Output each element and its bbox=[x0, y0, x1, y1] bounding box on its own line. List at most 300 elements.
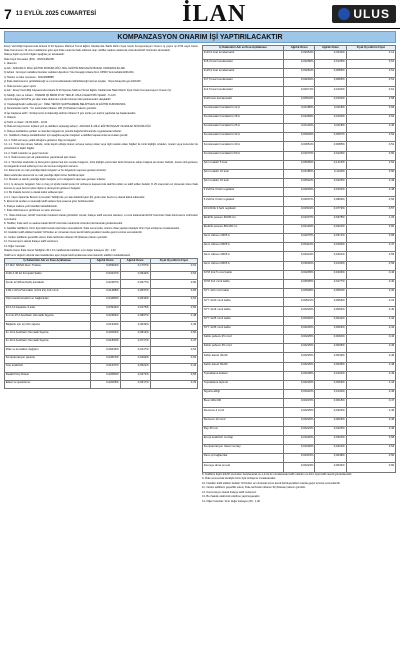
paragraph: 1- İdarenin bbox=[4, 62, 17, 66]
table-row bbox=[203, 435, 396, 444]
table-row bbox=[203, 399, 396, 408]
table-cell: 0,46 bbox=[346, 426, 395, 435]
table-cell: 0,54 bbox=[150, 272, 197, 280]
column-header: Ağırlık Oranı bbox=[283, 46, 314, 51]
table-cell: Şönt reaktör 15 kvar bbox=[203, 179, 284, 188]
table-cell: 0,0521% bbox=[120, 364, 150, 372]
table-cell: Topraklama iletkeni bbox=[203, 371, 284, 380]
table-cell: 0,50 bbox=[150, 280, 197, 288]
table-cell: 3x15,0 kvar kondansatör bbox=[203, 69, 284, 78]
table-cell: 0,0126% bbox=[315, 151, 346, 160]
table-cell: 0,00224% bbox=[283, 426, 314, 435]
masthead-left bbox=[4, 6, 96, 22]
table-cell: 0,46 bbox=[150, 322, 197, 330]
table-row bbox=[203, 114, 396, 123]
paragraph: 6. İhaleye sadece yerli istekliler katılabilecektir. bbox=[4, 204, 58, 208]
table-cell: Kondansatör kontaktörü 40 A bbox=[203, 142, 284, 151]
paragraph: c) Telefon ve faks numarası : 03122068888 bbox=[4, 75, 54, 79]
table-cell: 0,0126% bbox=[315, 426, 346, 435]
table-cell: 0,0226% bbox=[315, 408, 346, 417]
table-cell: 0,0135% bbox=[315, 59, 346, 68]
column-header: İş Kaleminin Adı ve Kısa Açıklaması bbox=[5, 259, 91, 264]
table-cell: Kablo kanalı 40x40 bbox=[203, 353, 284, 362]
table-cell: 0,0717% bbox=[120, 339, 150, 347]
paragraph: 12. Konsorsiyum olarak ihaleye teklif verilemez. bbox=[4, 240, 59, 244]
table-cell: 0,65 bbox=[150, 288, 197, 296]
table-cell: Klemens 10 mm2 bbox=[203, 417, 284, 426]
table-cell: 0,1017% bbox=[120, 347, 150, 355]
table-cell: 5 kVA'lık 3 fazlı regülatör bbox=[203, 197, 284, 206]
table-cell: Kompanzasyon panosu bbox=[5, 355, 91, 363]
paragraph: 10. İstekliler teklif ettikleri bedelin %3'ünden az olmamak üzere kendi belirleyecekleri tutarda geçici teminat vereceklerdir. bbox=[4, 231, 143, 235]
table-cell: 0,01830% bbox=[90, 339, 120, 347]
table-row bbox=[203, 362, 396, 371]
table-row bbox=[203, 463, 396, 472]
table-cell: 0,00281% bbox=[283, 69, 314, 78]
table-row bbox=[203, 344, 396, 353]
table-cell: 0,1030% bbox=[315, 261, 346, 270]
table-cell: 0,0026% bbox=[315, 417, 346, 426]
table-cell: 0,44 bbox=[150, 364, 197, 372]
table-cell: 0,0463% bbox=[120, 355, 150, 363]
table-cell: 0,00226% bbox=[283, 362, 314, 371]
table-row bbox=[203, 316, 396, 325]
table-cell: 0,00524% bbox=[283, 96, 314, 105]
table-cell: 0,0163% bbox=[315, 188, 346, 197]
table-cell: 0,51 bbox=[346, 69, 395, 78]
table-cell: 0,0140% bbox=[315, 390, 346, 399]
table-cell: 0,49 bbox=[346, 179, 395, 188]
table-cell: 0,51 bbox=[346, 59, 395, 68]
table-cell: 0,42 bbox=[346, 325, 395, 334]
table-cell: 0,00215% bbox=[283, 399, 314, 408]
table-cell: 0,02080% bbox=[90, 372, 120, 380]
paragraph: 4- İhaleye katılabilme şartları ve istenilen belgeler ile yeterlik değerlendirmesinde uygulanacak kriterler: bbox=[4, 129, 122, 133]
table-row bbox=[5, 339, 198, 347]
table-cell: 0,0378% bbox=[315, 215, 346, 224]
paragraph: b) Adresi : Emniyet mahallesi Gazeler caddesi Hipodrom Yolu Kavşağı Ankara No:1 06560 Yenimahalle/ANKARA bbox=[4, 71, 134, 75]
table-cell: 0,02501% bbox=[283, 206, 314, 215]
paragraph: 4.2. Ekonomik ve mali yeterliğe ilişkin belgeler ve bu belgelerin taşıması gereken kriterler: bbox=[4, 169, 107, 173]
column-header: Ağırlık Oranı bbox=[315, 46, 346, 51]
table-cell: 0,0124% bbox=[315, 371, 346, 380]
table-cell: 0,0035% bbox=[315, 362, 346, 371]
table-cell: 0,0471% bbox=[120, 372, 150, 380]
table-cell: 0,02095% bbox=[90, 380, 120, 388]
table-cell: 0,02024% bbox=[283, 252, 314, 261]
table-cell: 0,0130% bbox=[315, 96, 346, 105]
paragraph: 14- Diğer hususlar: Sınır değer katsayısı (R) : 1,00 bbox=[202, 499, 260, 503]
table-cell: 0,00246% bbox=[283, 325, 314, 334]
table-row bbox=[203, 380, 396, 389]
table-cell: 0,46 bbox=[346, 270, 395, 279]
paragraph: 7.1. İhale dokümanı, EKAP üzerinden bedelsiz olarak görülebilir. Ancak, ihaleye teklif verecek olanların, e-imza kullanarak EKAP üzerinden ihale dokümanını indirmeleri zorunludur. bbox=[4, 213, 198, 221]
table-cell: 0,60 bbox=[346, 463, 395, 472]
table-cell: 0,56 bbox=[346, 252, 395, 261]
right-column bbox=[202, 45, 396, 661]
table-cell: 2x20 A 40 kA Kompakt Şalter bbox=[5, 272, 91, 280]
paragraph: 4.1.1.1. Tüzel kişi olması halinde, sicile kayıtlı olduğu ticaret ve/veya sanayi odası veya ilgili meslek odası bilgileri ile tüzel kişiliğin ortakları, üyeleri veya kurucuları ile yöneticilerine ilişkin bilgiler bbox=[4, 143, 198, 151]
table-cell: 0,50 bbox=[150, 330, 197, 338]
paragraph: 11. Verilen tekliflerin geçerlilik süresi, ihale tarihinden itibaren 90 (Doksan) takvim günüdür. bbox=[4, 235, 108, 239]
table-cell: 0,49 bbox=[346, 371, 395, 380]
paragraph: b) Niteliği, türü ve miktarı : ÖNARIM İŞİ BİRİM FİYAT TEKLİF USULÜ ELEKTRİK İŞLERİ - % 100 bbox=[4, 93, 116, 97]
table-row bbox=[203, 224, 396, 233]
paragraph: 9- İhale sonucunda istekliyle birim fiyat sözleşme imzalanacaktır. bbox=[202, 477, 277, 481]
paragraph: Ayrıntılı bilgiye EKAP'ta yer alan ihale dokümanı içinde bulunan idari şartnameden ulaşılabilir. bbox=[4, 98, 112, 102]
paragraph: 13- Bu ihalede elektronik eksiltme yapılmayacaktır. bbox=[202, 495, 261, 499]
table-cell: 4x 40 A Anahtarlı Otomatik Sigorta bbox=[5, 339, 91, 347]
table-cell: 0,01037% bbox=[283, 215, 314, 224]
table-cell: 0,01185% bbox=[283, 105, 314, 114]
table-row bbox=[203, 307, 396, 316]
table-cell: 0,00224% bbox=[283, 463, 314, 472]
table-cell: 0,61 bbox=[346, 87, 395, 96]
table-cell: Elektrik panosu 60x80 cm bbox=[203, 215, 284, 224]
table-cell: 0,0118% bbox=[315, 124, 346, 133]
table-row bbox=[5, 355, 198, 363]
table-cell: 0,0049% bbox=[315, 353, 346, 362]
paragraph: 4.1.1. Teklif vermeye yetkili olduğunu gösteren bilgi ve belgeler; bbox=[4, 138, 77, 142]
table-cell: 0,54 bbox=[346, 445, 395, 454]
table-cell: Röle ve kontaktör değişimi bbox=[5, 347, 91, 355]
table-row bbox=[203, 50, 396, 59]
table-cell: 0,03040% bbox=[283, 261, 314, 270]
table-cell: 0,60 bbox=[346, 224, 395, 233]
table-cell: 0,0617% bbox=[120, 380, 150, 388]
table-row bbox=[203, 151, 396, 160]
paragraph: 4.3.1. İş deneyim belgeleri: Son on beş yıl içinde bedel içeren bir sözleşme kapsamında taahhüt edilen ve teklif edilen bedelin % 25 oranından az olmamak üzere ihale konusu iş veya benzer işlere ilişkin iş deneyimini gösteren belgeler. bbox=[4, 182, 198, 190]
column-header: Fiyat Oyu Birim Fiyat bbox=[346, 46, 395, 51]
table-cell: 0,00225% bbox=[283, 344, 314, 353]
table-cell: 0,95 bbox=[346, 234, 395, 243]
table-cell: 0,47 bbox=[346, 399, 395, 408]
table-cell: Elektrik panosu 80x100 cm bbox=[203, 224, 284, 233]
table-cell: 0,0056% bbox=[315, 298, 346, 307]
table-cell: 0,47 bbox=[346, 243, 395, 252]
table-cell: 0,58 bbox=[346, 96, 395, 105]
table-row bbox=[203, 188, 396, 197]
table-cell: 0,00929% bbox=[283, 133, 314, 142]
table-cell: 0,57 bbox=[346, 206, 395, 215]
paragraph: a) Adı : Enerji Verimliliği Kapsamında Ankara İli 29 Species Mahmut Temel Eğitim Okullarında Talebi Rehin Fiyat Usulü Kompanzasyon Onarım İşi bbox=[4, 89, 171, 93]
paragraph: 8. Teklifler, ihale tarih ve saatine kadar EKAP üzerinden elektronik ortamda hazırlanarak gönderilecektir. bbox=[4, 222, 123, 226]
table-cell: 0,55 bbox=[150, 372, 197, 380]
table-cell: 0,00951% bbox=[283, 142, 314, 151]
table-row bbox=[203, 87, 396, 96]
table-cell: 0,0050% bbox=[315, 289, 346, 298]
table-cell: 0,1215% bbox=[315, 160, 346, 169]
paragraph: 8- Tekliflere ilişkin EKAP üzerinden hazırlanacak ve e-imza ile imzalanacak teklif mektubu ve birim fiyat teklif cetveli gönderilecektir. bbox=[202, 472, 353, 476]
table-row bbox=[203, 445, 396, 454]
paragraph: 12- Konsorsiyum olarak ihaleye teklif verilemez. bbox=[202, 490, 257, 494]
table-cell: 0,0643% bbox=[120, 297, 150, 305]
table-cell: 3,80-1,00 kV'luk kablo (0,6/1 kV) 4x6 mm2 bbox=[5, 288, 91, 296]
table-cell: 0,00295% bbox=[283, 270, 314, 279]
table-cell: Kablo pabucu 25 mm2 bbox=[203, 335, 284, 344]
table-row bbox=[5, 380, 198, 388]
table-cell: 4x Isık 25 A Anahtarlı Otomatik Sigorta bbox=[5, 313, 91, 321]
paragraph: 4.1.2. Teklif mektubu ve geçici teminat. bbox=[4, 151, 49, 155]
column-header: Ağırlık Oranı bbox=[120, 259, 150, 264]
table-cell: 0,51 bbox=[346, 78, 395, 87]
table-cell: Şönt reaktör 10 kvar bbox=[203, 169, 284, 178]
table-cell: 0,00225% bbox=[283, 408, 314, 417]
paragraph: 3- İhalenin bbox=[4, 116, 17, 120]
table-cell: 0,00294% bbox=[283, 188, 314, 197]
paragraph: b) İhale komisyonunun toplantı yeri (e-tekliflerin açılacağı adres) : ANKARA İL MİLLİ EĞİTİM İNŞAAT VE EMLAK MÜDÜRLÜĞÜ bbox=[4, 125, 151, 129]
table-cell: 0,00528% bbox=[283, 289, 314, 298]
table-cell: 0,02487% bbox=[90, 280, 120, 288]
table-cell: Kondansatör kontaktörü 25 A bbox=[203, 124, 284, 133]
table-cell: 0,1130% bbox=[315, 169, 346, 178]
table-cell: Kondansatör kontaktörü 18 A bbox=[203, 114, 284, 123]
table-cell: 0,00315% bbox=[283, 454, 314, 463]
table-cell: Pano içi bağlantılar bbox=[203, 454, 284, 463]
paragraph: 4.1.4. Tüzel kişi tarafından iş deneyimini göstermek için sunulan belgenin, tüzel kişiliğin yarısından fazla hissesine sahip ortağına ait olması halinde, ticaret sicil gazetesi, bu belgelerle tevsik edilemiyor ise söz konusu belgelerin tamamı. bbox=[4, 160, 198, 168]
table-cell: 3,12 bbox=[346, 50, 395, 59]
table-cell: 0,0118% bbox=[315, 105, 346, 114]
table-cell: 0,00421% bbox=[283, 243, 314, 252]
paragraph: 7. İhale dokümanının görülmesi ve satın alınması: bbox=[4, 209, 62, 213]
paragraph: d) İşe başlama tarihi : Sözleşmenin imzalandığı tarihten itibaren 5 gün içinde yer teslimi yapılarak işe başlanacaktır. bbox=[4, 111, 137, 115]
paragraph: 9. İstekliler tekliflerini, birim fiyat teklif cetveli üzerinden vereceklerdir. İhale sonucunda, üzerine ihale yapılan istekliyle birim fiyat sözleşme imzalanacaktır. bbox=[4, 226, 180, 230]
table-row bbox=[203, 454, 396, 463]
table-cell: 0,46 bbox=[346, 417, 395, 426]
paragraph: c) Yapılacağı/teslim edileceği yer : ÖZEL TEKNİK ŞARTNAMEDE BELİRTİLEN 42 EĞİTİM KURUMUNDA bbox=[4, 102, 126, 106]
table-row bbox=[203, 124, 396, 133]
table-row bbox=[203, 390, 396, 399]
table-cell: 0,3240% bbox=[315, 50, 346, 59]
table-cell: 0,0942% bbox=[120, 272, 150, 280]
table-cell: 0,01020% bbox=[283, 435, 314, 444]
table-row bbox=[203, 234, 396, 243]
table-cell: 0,00522% bbox=[283, 179, 314, 188]
table-cell: 0,48 bbox=[346, 188, 395, 197]
table-cell: 0,03944% bbox=[90, 305, 120, 313]
table-cell: Topraklama ölçümü bbox=[203, 380, 284, 389]
paragraph: 4.4. Bu ihalede benzer iş olarak kabul edilecek işler: bbox=[4, 191, 64, 195]
table-cell: 0,0085% bbox=[315, 78, 346, 87]
table-cell: 0,03185% bbox=[283, 169, 314, 178]
page-number: 7 bbox=[4, 6, 12, 22]
table-cell: 0,1075% bbox=[120, 305, 150, 313]
table-cell: 0,00226% bbox=[283, 307, 314, 316]
paragraph: İhalede Kamu İhale Genel Tebliğinin 45.1.13 maddesinde belirtilen sınır değer katsayısı (R) : 1,00 bbox=[4, 249, 116, 253]
table-cell: Kondansatör kontaktörü 50 A bbox=[203, 151, 284, 160]
table-cell: 0,06992% bbox=[90, 263, 120, 271]
table-row bbox=[203, 206, 396, 215]
paragraph: 11- Verilen tekliflerin geçerlilik süresi, ihale tarihinden itibaren 90 (Doksan) takvim günüdür. bbox=[202, 486, 306, 490]
table-row bbox=[5, 297, 198, 305]
table-cell: 0,31 bbox=[346, 298, 395, 307]
table-cell: 0,02654% bbox=[283, 50, 314, 59]
table-cell: 0,02120% bbox=[283, 224, 314, 233]
footer-paragraphs bbox=[202, 473, 396, 504]
table-row bbox=[5, 322, 198, 330]
table-cell: 0,42 bbox=[346, 316, 395, 325]
paragraph: a) Tarihi ve Saati : 29.09.2025 - 10:00 bbox=[4, 120, 48, 124]
table-row bbox=[203, 325, 396, 334]
table-cell: 0,02384% bbox=[90, 313, 120, 321]
table-cell: 3x20 kvar kondansatör bbox=[203, 96, 284, 105]
table-cell: 3x5,0 kvar kondansatör bbox=[203, 59, 284, 68]
table-cell: 0,00521% bbox=[283, 298, 314, 307]
table-cell: 0,0633% bbox=[120, 322, 150, 330]
table-cell: Enerji analizörü montajı bbox=[203, 435, 284, 444]
left-column bbox=[4, 45, 198, 661]
table-cell: 0,03447% bbox=[90, 272, 120, 280]
table-cell: 0,02094% bbox=[90, 330, 120, 338]
table-cell: 0,0177% bbox=[315, 279, 346, 288]
table-cell: 3x2,5 kvar kondansatör bbox=[203, 87, 284, 96]
table-cell: NYY 4x25 mm2 kablo bbox=[203, 316, 284, 325]
table-cell: 0,00294% bbox=[283, 78, 314, 87]
table-cell: 0,40 bbox=[346, 279, 395, 288]
table-cell: Sigorta altlığı bbox=[203, 390, 284, 399]
table-cell: 0,00271% bbox=[283, 87, 314, 96]
table-row bbox=[203, 426, 396, 435]
table-row bbox=[203, 289, 396, 298]
table-cell: NYY 4x10 mm2 kablo bbox=[203, 298, 284, 307]
table-cell: 0,00346% bbox=[283, 316, 314, 325]
table-cell: Akım trafosu 600/5 A bbox=[203, 261, 284, 270]
paragraph: Teklifi sınır değerin altında olan isteklilerden aşırı düşük teklif açıklaması istenmeksizin teklifleri reddedilecektir. bbox=[4, 253, 131, 257]
notice-paragraphs bbox=[4, 45, 198, 257]
column-header: Ağırlık Oranı bbox=[90, 259, 120, 264]
table-cell: 0,0206% bbox=[315, 270, 346, 279]
table-row bbox=[203, 133, 396, 142]
table-cell: 0,00228% bbox=[283, 371, 314, 380]
table-cell: 0,01102% bbox=[283, 124, 314, 133]
table-cell: Buat 100x100 bbox=[203, 399, 284, 408]
brand-name: ULUS bbox=[353, 7, 390, 21]
table-cell: Reaktif Güç Rölesi bbox=[5, 372, 91, 380]
table-cell: Güç analizörü bbox=[5, 364, 91, 372]
table-cell: 0,0807% bbox=[120, 313, 150, 321]
table-cell: 0,01070% bbox=[283, 151, 314, 160]
table-cell: 0,0371% bbox=[315, 234, 346, 243]
paragraph: İhale Kayıt Numarası (İKN) : 2025/1482208 bbox=[4, 57, 54, 61]
table-cell: 0,46 bbox=[346, 344, 395, 353]
table-row bbox=[5, 313, 198, 321]
paragraph: ç) İhale dokümanının görülebileceği ve e-imza kullanılarak indirilebileceği internet sayfası : https://ekap.kik.gov.tr/EKAP/ bbox=[4, 80, 141, 84]
table-cell: 0,01488% bbox=[90, 288, 120, 296]
table-cell: Ray 35 mm bbox=[203, 426, 284, 435]
table-row bbox=[203, 252, 396, 261]
table-row bbox=[203, 197, 396, 206]
table-cell: 0,50 bbox=[346, 169, 395, 178]
table-cell: 0,48 bbox=[150, 313, 197, 321]
table-row bbox=[5, 364, 198, 372]
table-cell: Kompanzasyon rölesi montajı bbox=[203, 445, 284, 454]
table-row bbox=[203, 408, 396, 417]
table-cell: 0,0806% bbox=[315, 197, 346, 206]
table-cell: 0,0320% bbox=[315, 435, 346, 444]
paragraph: 13. Diğer hususlar: bbox=[4, 244, 26, 248]
table-cell: 0,0034% bbox=[315, 463, 346, 472]
table-row bbox=[203, 105, 396, 114]
table-cell: 0,00225% bbox=[283, 335, 314, 344]
table-row bbox=[203, 353, 396, 362]
table-cell: 0,0095% bbox=[315, 344, 346, 353]
table-cell: 0,0048% bbox=[315, 454, 346, 463]
table-cell: 0,50 bbox=[346, 151, 395, 160]
table-cell: Etiket ve işaretleme bbox=[5, 380, 91, 388]
table-cell: 0,33 bbox=[150, 380, 197, 388]
table-cell: 0,06645% bbox=[90, 347, 120, 355]
table-cell: 0,40 bbox=[346, 307, 395, 316]
table-cell: 0,04510% bbox=[90, 355, 120, 363]
table-cell: 0,0813% bbox=[120, 330, 150, 338]
table-cell: 0,01092% bbox=[283, 445, 314, 454]
paragraph: İhaleye ilişkin ayrıntılı bilgiler aşağıda yer almaktadır: bbox=[4, 53, 65, 57]
table-cell: Kondansatör kontaktörü 32 A bbox=[203, 133, 284, 142]
table-row bbox=[203, 261, 396, 270]
table-cell: 0,48 bbox=[346, 362, 395, 371]
table-cell: 0,01940% bbox=[90, 322, 120, 330]
table-cell: 0,0201% bbox=[315, 252, 346, 261]
table-cell: NYY 4x16 mm2 kablo bbox=[203, 307, 284, 316]
masthead bbox=[0, 0, 400, 29]
table-cell: 0,47 bbox=[150, 339, 197, 347]
table-cell: 0,00322% bbox=[283, 390, 314, 399]
brand-logo bbox=[332, 5, 396, 23]
table-cell: Ölçü transformatörü ve bağlantıları bbox=[5, 297, 91, 305]
table-cell: 0,00225% bbox=[283, 353, 314, 362]
table-cell: Akım trafosu 200/5 A bbox=[203, 243, 284, 252]
table-row bbox=[203, 270, 396, 279]
table-cell: 0,0130% bbox=[315, 87, 346, 96]
paragraph: 4.1. İsteklilerin ihaleye katılabilmeleri için aşağıda sayılan belgeleri e-teklifleri kapsamında sunmaları gerekir: bbox=[4, 134, 129, 138]
table-row bbox=[203, 298, 396, 307]
table-cell: 0,30 bbox=[346, 289, 395, 298]
table-cell: 0,0018% bbox=[315, 399, 346, 408]
table-cell: 0,66 bbox=[346, 105, 395, 114]
table-cell: 0,0059% bbox=[315, 380, 346, 389]
table-cell: 0,0085% bbox=[315, 69, 346, 78]
notice-body bbox=[0, 45, 400, 661]
table-cell: NYY 4x6 mm2 kablo bbox=[203, 289, 284, 298]
table-cell: 0,52 bbox=[346, 133, 395, 142]
table-cell: 0,51 bbox=[346, 142, 395, 151]
table-cell: 0,00268% bbox=[283, 59, 314, 68]
table-cell: 10 kVA'lık 3 fazlı regülatör bbox=[203, 206, 284, 215]
table-cell: 0,0085% bbox=[315, 142, 346, 151]
section-title: İLAN bbox=[182, 0, 247, 27]
table-cell: 0,50 bbox=[150, 305, 197, 313]
table-cell: Kablo kanalı 60x60 bbox=[203, 362, 284, 371]
table-cell: 0,01069% bbox=[283, 114, 314, 123]
table-row bbox=[5, 272, 198, 280]
table-cell: 0,0126% bbox=[315, 179, 346, 188]
table-cell: 0,01547% bbox=[90, 364, 120, 372]
table-row bbox=[203, 335, 396, 344]
table-row bbox=[203, 59, 396, 68]
right-price-table bbox=[202, 45, 396, 473]
table-cell: 0,0087% bbox=[315, 133, 346, 142]
table-cell: 0,54 bbox=[150, 297, 197, 305]
table-cell: 0,0130% bbox=[315, 114, 346, 123]
table-cell: 0,58 bbox=[346, 435, 395, 444]
paragraph: 2- İhale konusu yapım işinin bbox=[4, 84, 37, 88]
paragraph: 4.1.3. İhale konusu işte alt yüklenicilere yaptırılacak işler listesi. bbox=[4, 156, 77, 160]
paragraph: 4.3. Mesleki ve teknik yeterliğe ilişkin belgeler ve bu belgelerin taşıması gereken kriterler: bbox=[4, 178, 107, 182]
table-cell: 0,56 bbox=[346, 261, 395, 270]
table-cell: Akım trafosu 100/5 A bbox=[203, 234, 284, 243]
table-cell: 0,00505% bbox=[283, 279, 314, 288]
table-cell: 3x7,5 kvar kondansatör bbox=[203, 78, 284, 87]
